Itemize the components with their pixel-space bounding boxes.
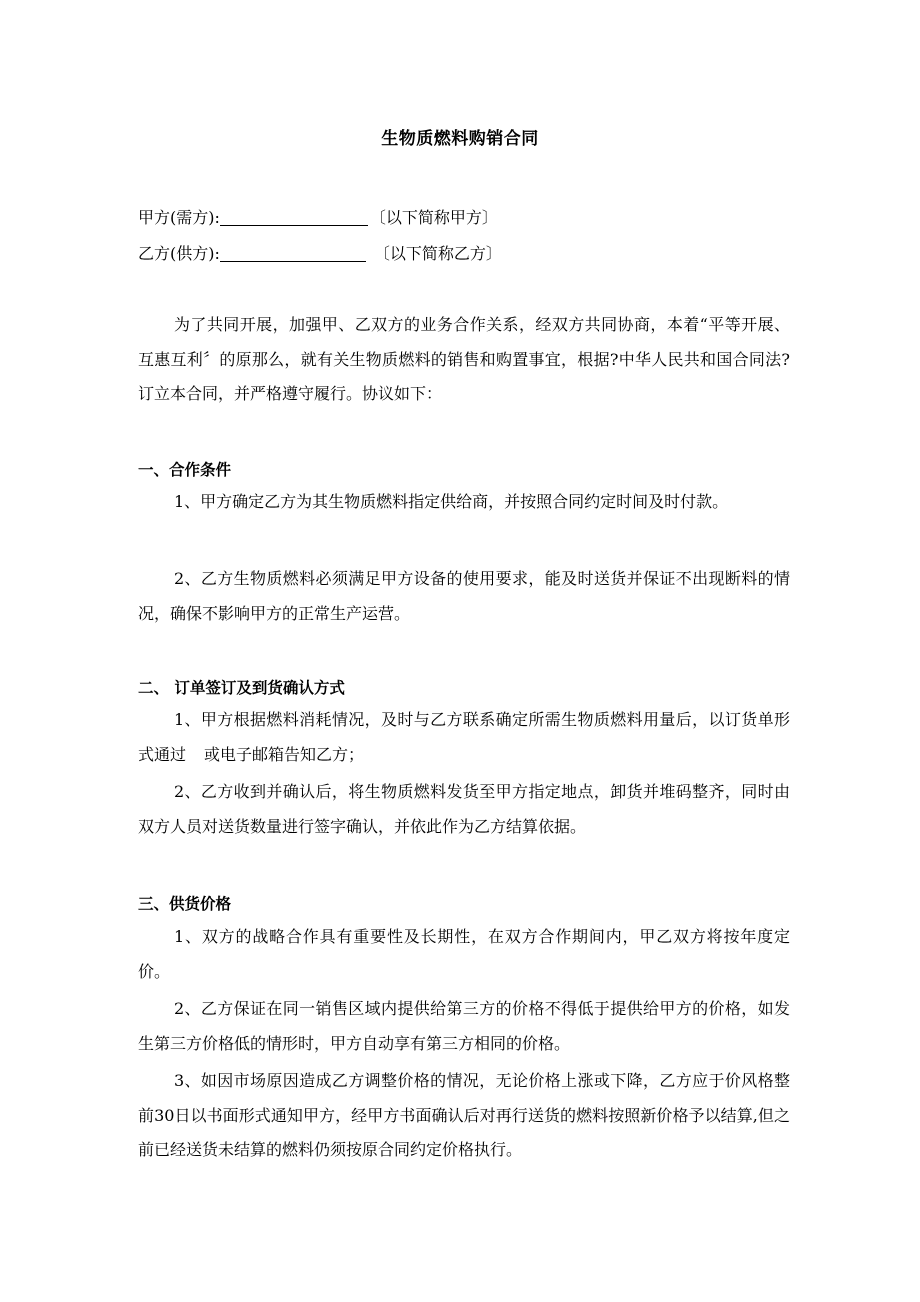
section-2-item-1-part2: 或电子邮箱告知乙方； xyxy=(204,744,365,764)
section-3-item-3: 3、如因市场原因造成乙方调整价格的情况，无论价格上涨或下降，乙方应于价风格整前30日以书面形式通知甲方，经甲方书面确认后对再行送货的燃料按照新价格予以结算,但之前已经送货未结算的燃料仍须按原合同约定价格执行。 xyxy=(138,1071,790,1159)
party-a-label: 甲方(需方): xyxy=(138,208,220,227)
section-2-heading: 二、 订单签订及到货确认方式 xyxy=(138,679,345,697)
party-b-label: 乙方(供方): xyxy=(138,244,220,263)
section-2-item-2: 2、乙方收到并确认后，将生物质燃料发货至甲方指定地点，卸货并堆码整齐，同时由双方人员对送货数量进行签字确认，并依此作为乙方结算依据。 xyxy=(138,782,790,836)
document-title: 生物质燃料购销合同 xyxy=(381,129,539,149)
party-b-note: 〔以下简称乙方〕 xyxy=(373,244,502,263)
party-b-blank xyxy=(220,245,366,262)
intro-paragraph: 为了共同开展，加强甲、乙双方的业务合作关系，经双方共同协商，本着“平等开展、互惠互利〞的原那么，就有关生物质燃料的销售和购置事宜，根据?中华人民共和国合同法?订立本合同，并严格遵守履行。协议如下： xyxy=(138,315,790,403)
party-a-blank xyxy=(220,209,368,226)
section-1-heading: 一、合作条件 xyxy=(138,461,232,479)
section-3-heading: 三、供货价格 xyxy=(138,895,232,913)
party-a-note: 〔以下简称甲方〕 xyxy=(369,208,498,227)
section-2-item-1-part1: 1、甲方根据燃料消耗情况，及时与乙方联系确定所需生物质燃料用量后，以订货单形式通过 xyxy=(138,710,790,764)
section-1-item-1: 1、甲方确定乙方为其生物质燃料指定供给商，并按照合同约定时间及时付款。 xyxy=(174,492,729,511)
section-2-item-1 xyxy=(138,703,790,772)
section-3-item-2: 2、乙方保证在同一销售区域内提供给第三方的价格不得低于提供给甲方的价格，如发生第三方价格低的情形时，甲方自动享有第三方相同的价格。 xyxy=(138,999,790,1053)
section-3-item-1: 1、双方的战略合作具有重要性及长期性，在双方合作期间内，甲乙双方将按年度定价。 xyxy=(138,927,790,981)
section-1-item-2: 2、乙方生物质燃料必须满足甲方设备的使用要求，能及时送货并保证不出现断料的情况，确保不影响甲方的正常生产运营。 xyxy=(138,569,790,623)
party-b-line xyxy=(138,241,502,264)
party-a-line xyxy=(138,205,498,228)
